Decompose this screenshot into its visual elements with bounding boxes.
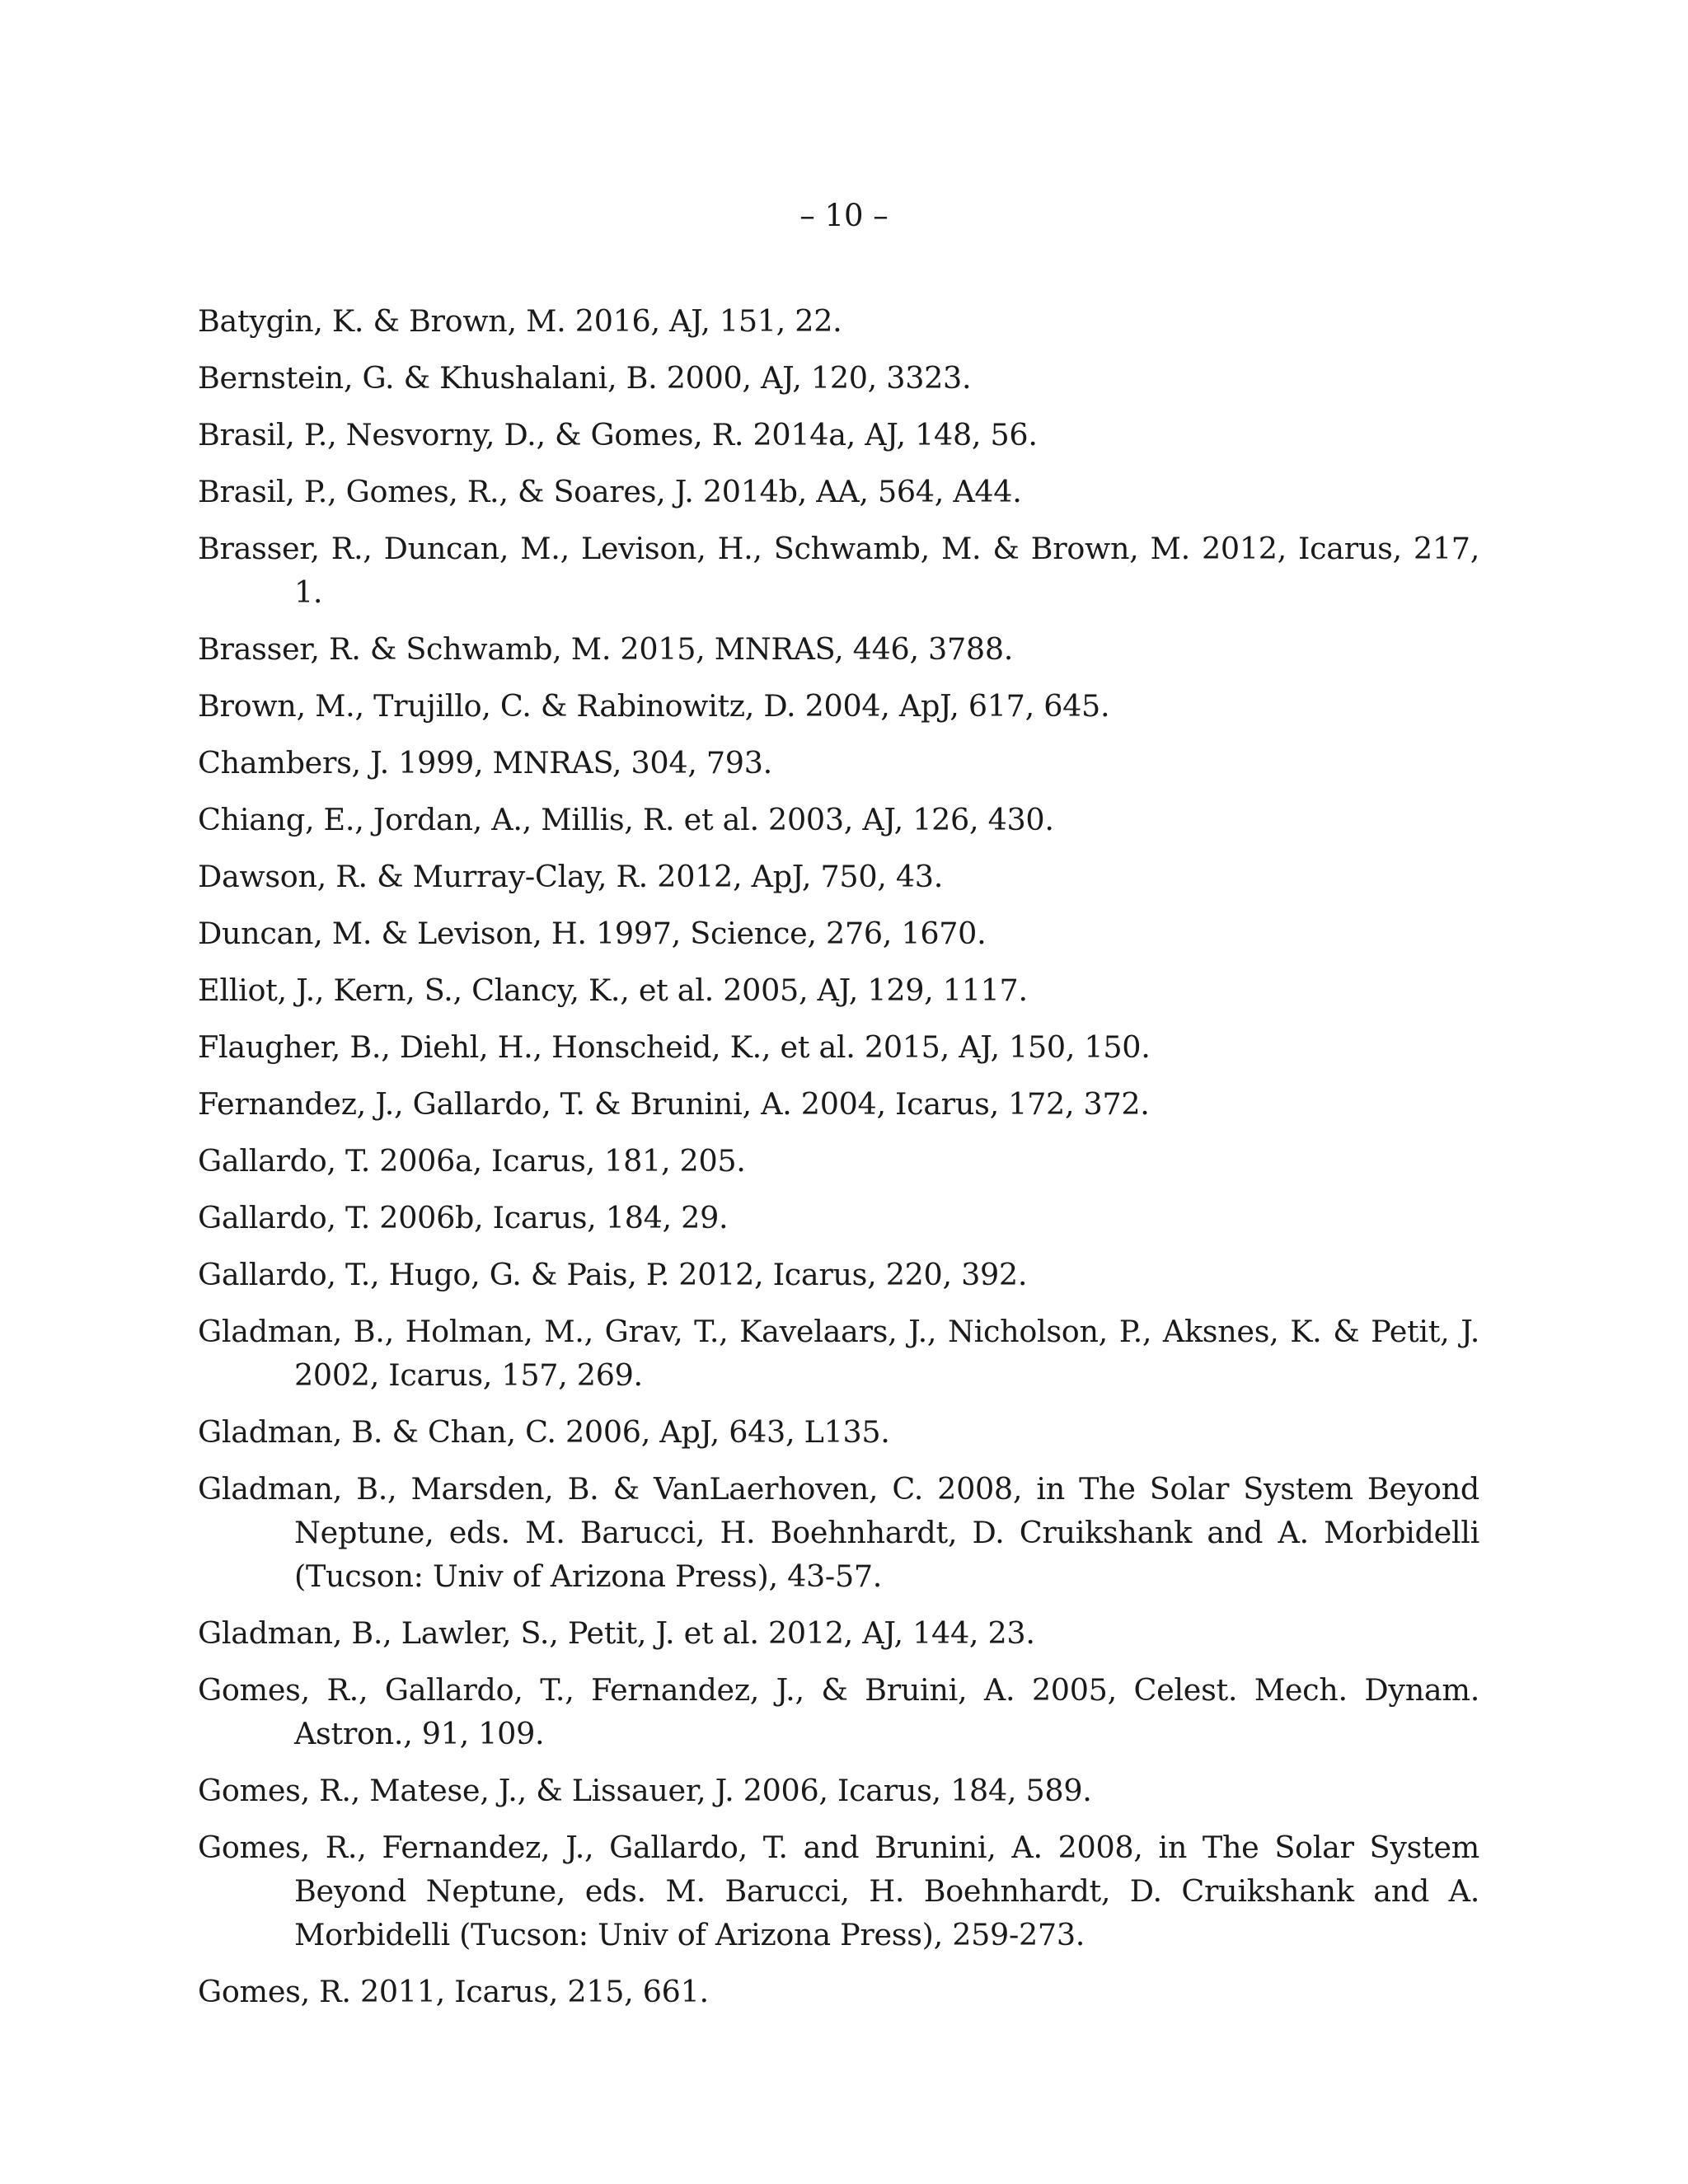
reference-item: Batygin, K. & Brown, M. 2016, AJ, 151, 22. <box>198 303 842 339</box>
reference-item: Duncan, M. & Levison, H. 1997, Science, 276, 1670. <box>198 916 987 951</box>
reference-item: Gladman, B., Holman, M., Grav, T., Kavelaars, J., Nicholson, P., Aksnes, K. & Petit, J. 2002, Icarus, 157, 269. <box>198 1314 1479 1393</box>
page-number: – 10 – <box>799 198 889 233</box>
reference-item: Gallardo, T., Hugo, G. & Pais, P. 2012, Icarus, 220, 392. <box>198 1257 1028 1292</box>
reference-item: Gomes, R., Fernandez, J., Gallardo, T. and Brunini, A. 2008, in The Solar System Beyond Neptune, eds. M. Barucci, H. Boehnhardt, D. Cruikshank and A. Morbidelli (Tucson: Univ of Arizona Press), 259-273. <box>198 1830 1479 1952</box>
reference-item: Brasser, R., Duncan, M., Levison, H., Schwamb, M. & Brown, M. 2012, Icarus, 217, 1. <box>198 531 1479 610</box>
reference-item: Gomes, R., Gallardo, T., Fernandez, J., & Bruini, A. 2005, Celest. Mech. Dynam. Astron., 91, 109. <box>198 1672 1479 1751</box>
reference-item: Bernstein, G. & Khushalani, B. 2000, AJ, 120, 3323. <box>198 360 972 396</box>
reference-item: Gomes, R., Matese, J., & Lissauer, J. 2006, Icarus, 184, 589. <box>198 1773 1092 1808</box>
reference-item: Fernandez, J., Gallardo, T. & Brunini, A. 2004, Icarus, 172, 372. <box>198 1086 1150 1122</box>
reference-item: Brasil, P., Gomes, R., & Soares, J. 2014b, AA, 564, A44. <box>198 474 1022 509</box>
reference-item: Brown, M., Trujillo, C. & Rabinowitz, D. 2004, ApJ, 617, 645. <box>198 688 1110 724</box>
reference-item: Flaugher, B., Diehl, H., Honscheid, K., et al. 2015, AJ, 150, 150. <box>198 1029 1151 1065</box>
reference-item: Elliot, J., Kern, S., Clancy, K., et al. 2005, AJ, 129, 1117. <box>198 972 1028 1008</box>
reference-list <box>198 299 1479 2027</box>
reference-item: Brasser, R. & Schwamb, M. 2015, MNRAS, 446, 3788. <box>198 631 1014 667</box>
reference-item: Gallardo, T. 2006a, Icarus, 181, 205. <box>198 1143 746 1179</box>
reference-item: Gladman, B., Lawler, S., Petit, J. et al. 2012, AJ, 144, 23. <box>198 1615 1035 1651</box>
reference-item: Brasil, P., Nesvorny, D., & Gomes, R. 2014a, AJ, 148, 56. <box>198 417 1038 452</box>
reference-item: Dawson, R. & Murray-Clay, R. 2012, ApJ, 750, 43. <box>198 859 944 894</box>
reference-item: Chambers, J. 1999, MNRAS, 304, 793. <box>198 745 772 780</box>
reference-item: Gladman, B., Marsden, B. & VanLaerhoven, C. 2008, in The Solar System Beyond Neptune, eds. M. Barucci, H. Boehnhardt, D. Cruikshank and A. Morbidelli (Tucson: Univ of Arizona Press), 43-57. <box>198 1471 1479 1594</box>
reference-item: Chiang, E., Jordan, A., Millis, R. et al. 2003, AJ, 126, 430. <box>198 802 1054 837</box>
reference-item: Gomes, R. 2011, Icarus, 215, 661. <box>198 1974 709 2009</box>
reference-item: Gallardo, T. 2006b, Icarus, 184, 29. <box>198 1200 729 1235</box>
reference-item: Gladman, B. & Chan, C. 2006, ApJ, 643, L135. <box>198 1414 890 1450</box>
